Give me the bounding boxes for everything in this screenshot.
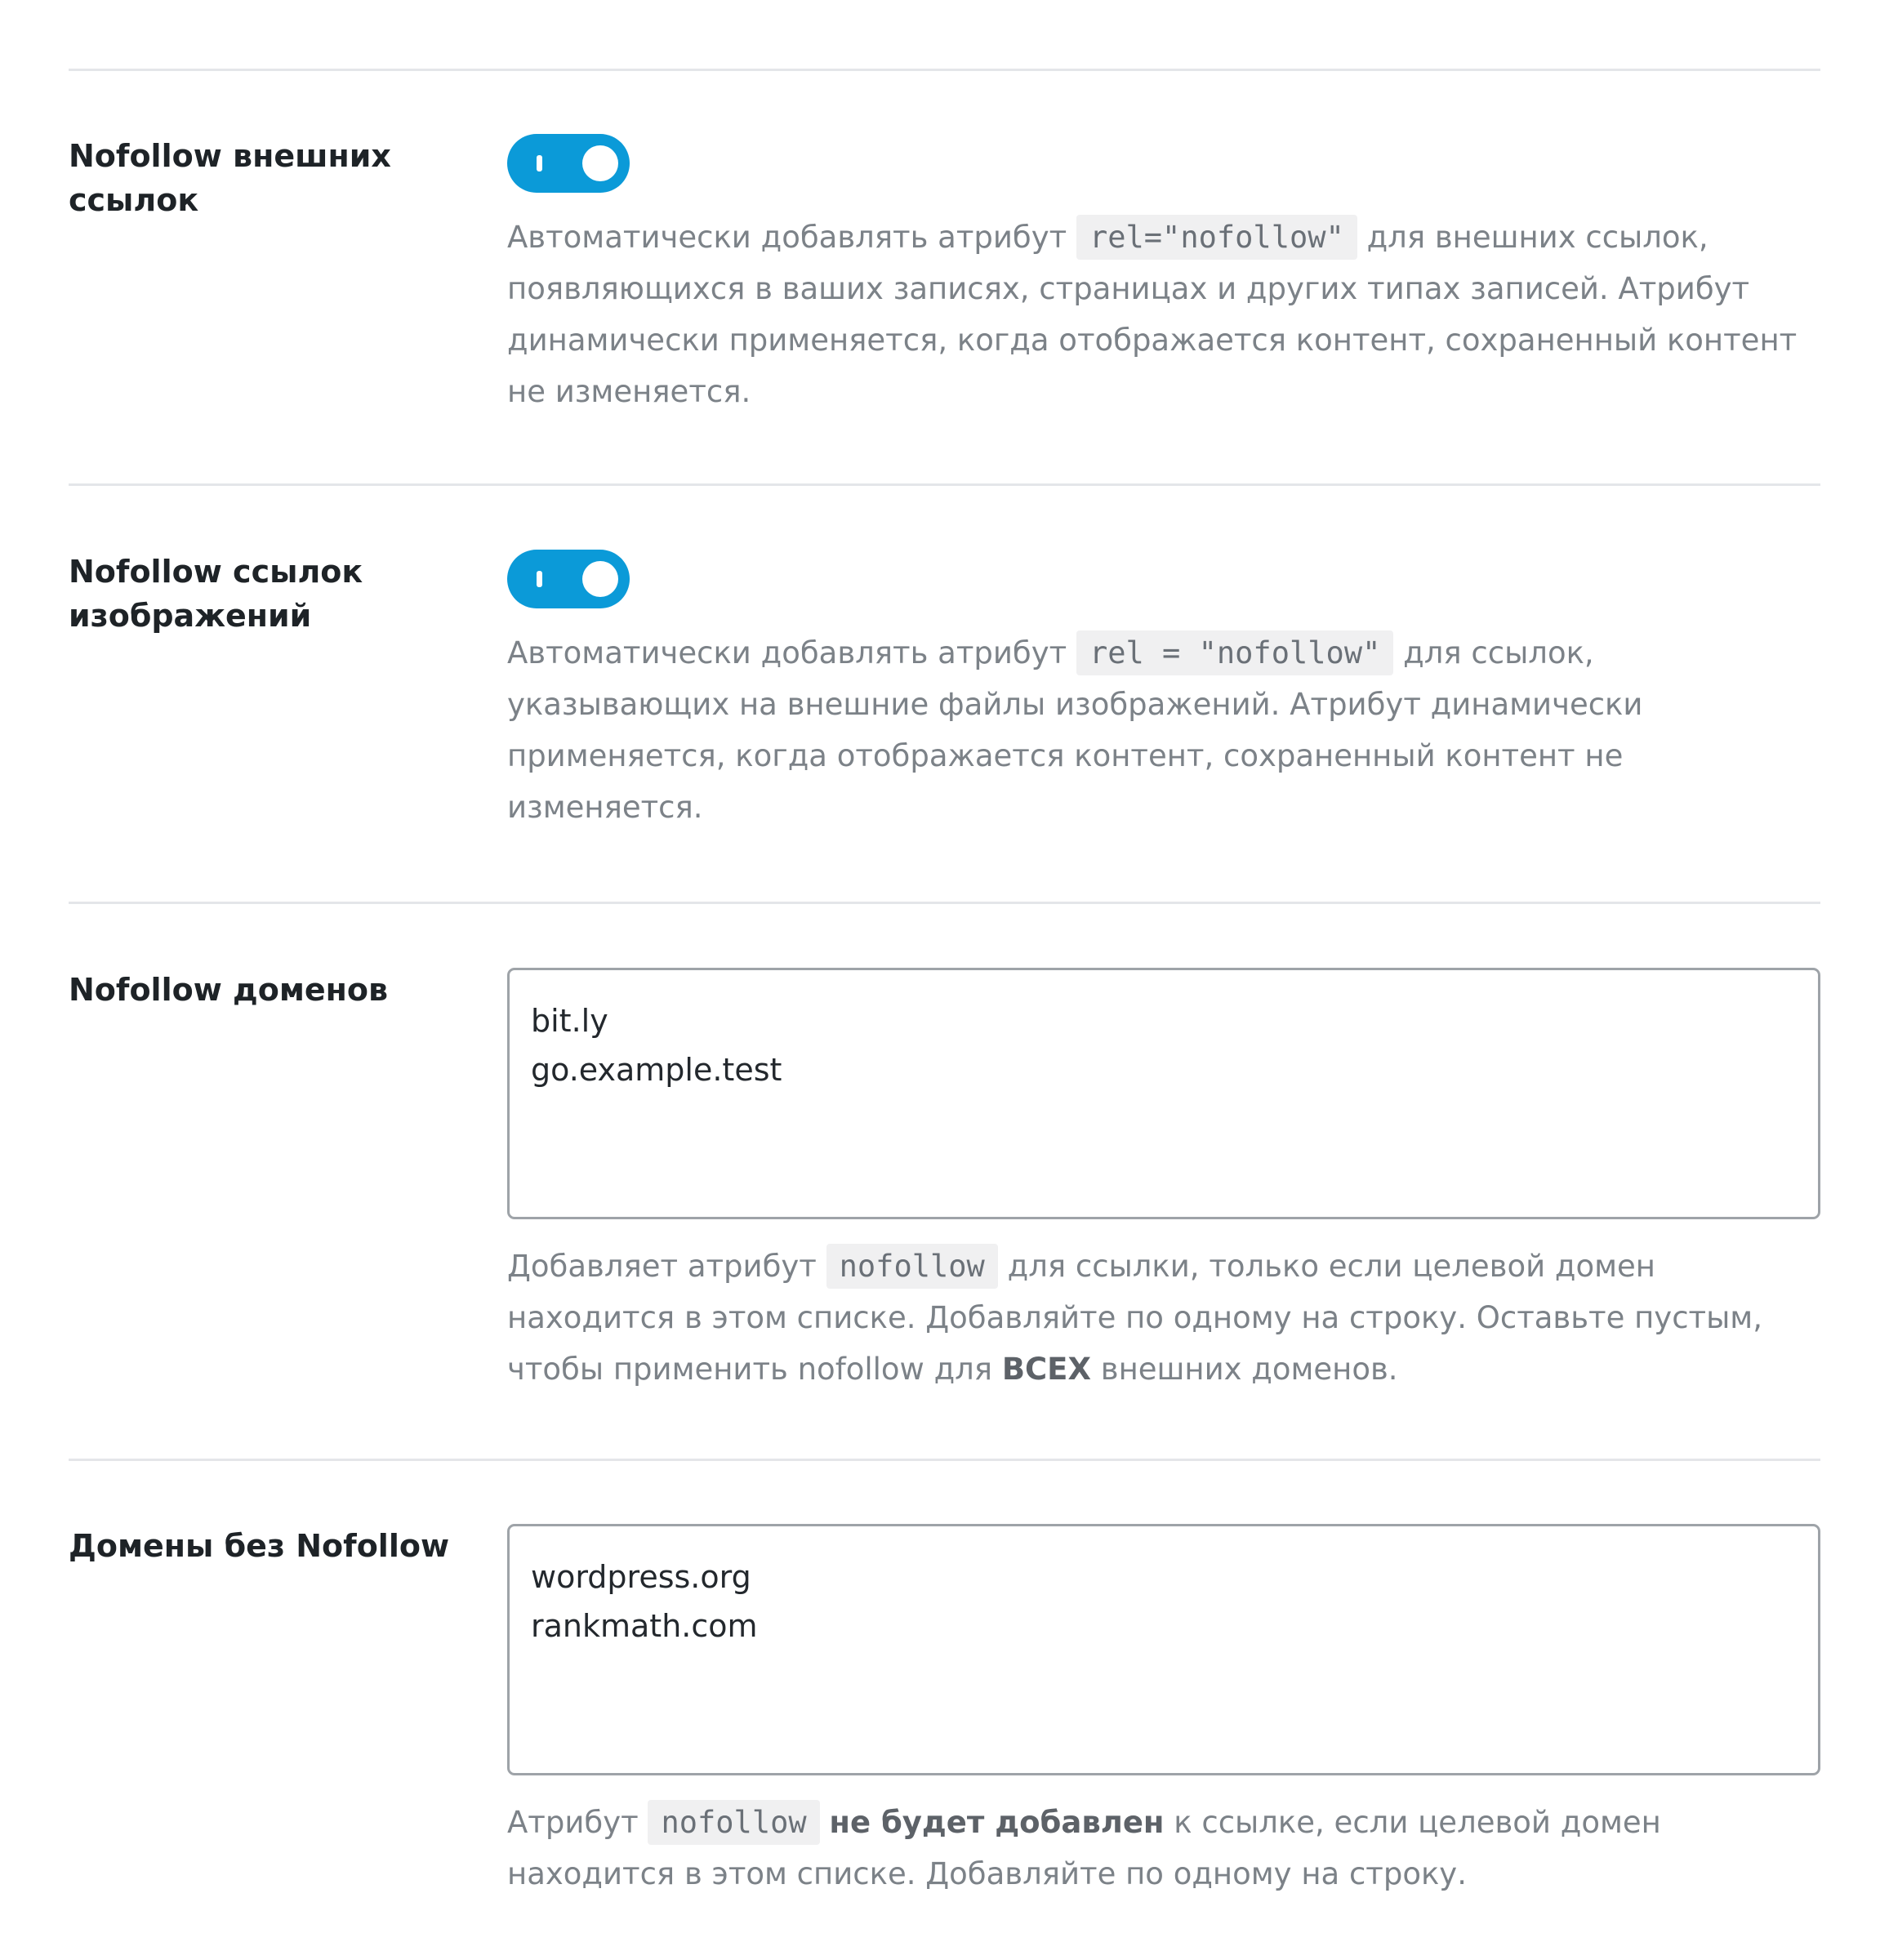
textarea-line: bit.ly [531,1003,608,1039]
emphasis-text: ВСЕХ [1001,1352,1091,1387]
section-divider [69,1459,1820,1461]
external-nofollow-toggle[interactable] [507,134,630,193]
code-snippet: rel="nofollow" [1076,215,1357,260]
setting-label-no-nofollow-domains: Домены без Nofollow [69,1528,450,1564]
emphasis-text: не будет добавлен [829,1805,1165,1840]
code-snippet: nofollow [826,1244,998,1289]
toggle-knob [582,145,618,181]
toggle-on-indicator [537,155,542,172]
setting-label-external-nofollow: Nofollow внешних ссылок [69,138,391,218]
setting-description: Автоматически добавлять атрибут rel="nofollow" для внешних ссылок, появляющихся в ваших записях, страницах и других типах записей. Атрибут динамически применяется, когда отображается контент, сохраненный контент не изменяется. [507,212,1820,417]
section-divider [69,483,1820,486]
setting-description: Добавляет атрибут nofollow для ссылки, только если целевой домен находится в этом списке. Добавляйте по одному на строку. Оставьте пустым, чтобы применить nofollow для ВСЕХ внешних доменов. [507,1241,1820,1395]
nofollow-domains-textarea[interactable] [507,968,1820,1219]
setting-label-nofollow-domains: Nofollow доменов [69,972,389,1008]
section-divider [69,69,1820,71]
image-nofollow-toggle[interactable] [507,550,630,608]
setting-field-nofollow-domains [507,968,1820,1395]
no-nofollow-domains-textarea[interactable] [507,1524,1820,1775]
setting-field-external-nofollow [507,134,1820,417]
code-snippet: nofollow [648,1800,819,1845]
code-snippet: rel = "nofollow" [1076,630,1393,675]
setting-description: Атрибут nofollow не будет добавлен к ссылке, если целевой домен находится в этом списке. Добавляйте по одному на строку. [507,1797,1820,1900]
section-divider [69,902,1820,904]
setting-label-image-nofollow: Nofollow ссылок изображений [69,554,363,634]
setting-description: Автоматически добавлять атрибут rel = "nofollow" для ссылок, указывающих на внешние файлы изображений. Атрибут динамически применяется, когда отображается контент, сохраненный контент не изменяется. [507,627,1820,833]
setting-field-image-nofollow [507,550,1820,833]
textarea-line: go.example.test [531,1052,782,1088]
toggle-knob [582,561,618,597]
textarea-line: rankmath.com [531,1608,758,1644]
toggle-on-indicator [537,571,542,587]
setting-field-no-nofollow-domains [507,1524,1820,1900]
textarea-line: wordpress.org [531,1559,751,1595]
